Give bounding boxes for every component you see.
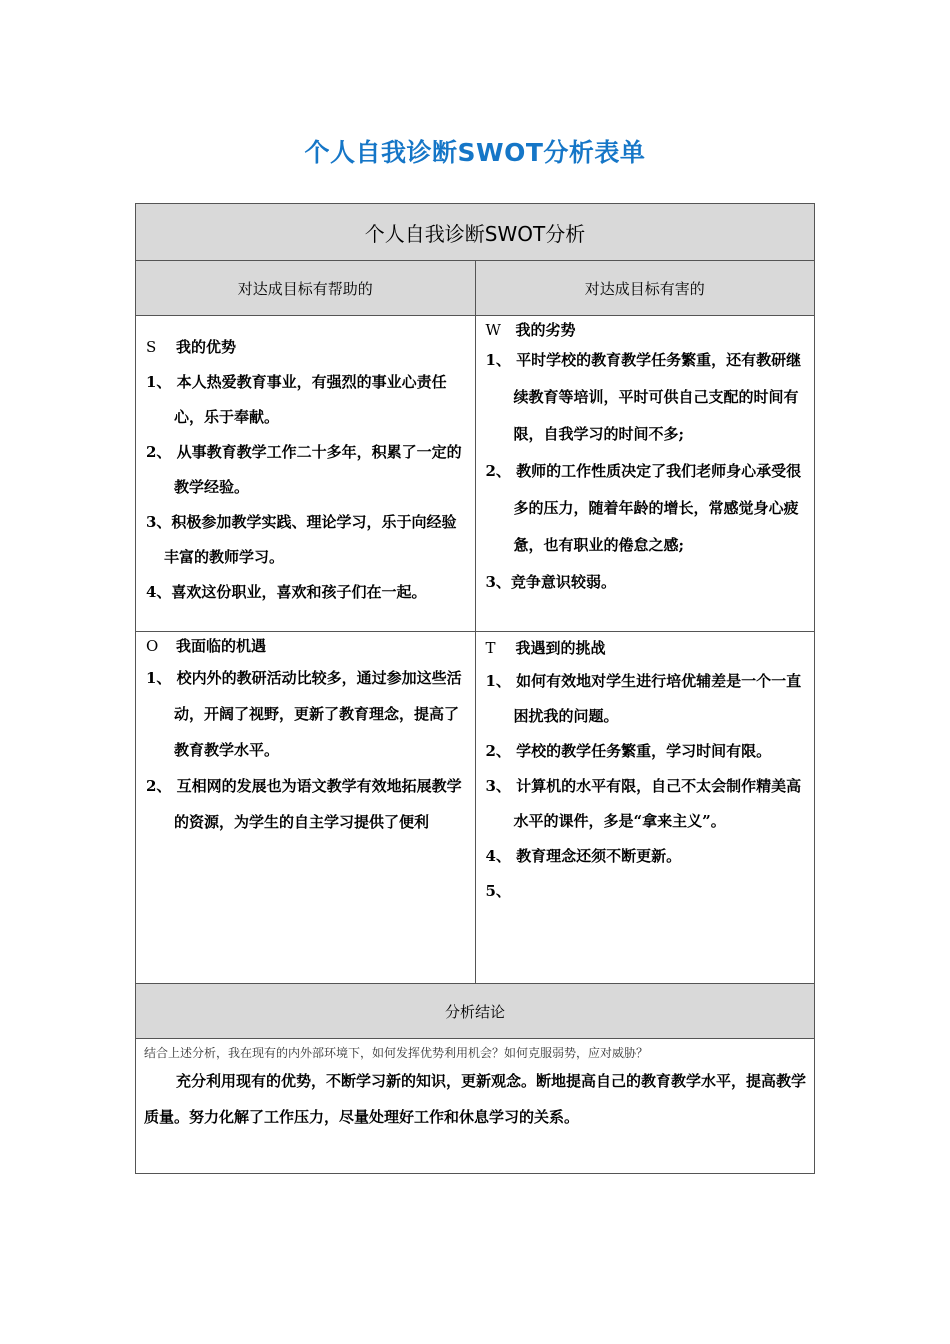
weakness-item: 2、 教师的工作性质决定了我们老师身心承受很多的压力，随着年龄的增长，常感觉身心疲惫，也有职业的倦怠之感; [485,462,802,554]
threats-heading [486,632,809,664]
conclusion-header: 分析结论 [136,984,815,1039]
opportunity-item: 1、 校内外的教研活动比较多，通过参加这些活动，开阔了视野，更新了教育理念，提高了教育教学水平。 [146,669,462,759]
strength-item: 1、 本人热爱教育事业，有强烈的事业心责任心，乐于奉献。 [146,373,447,426]
opportunities-title: 我面临的机遇 [176,637,267,655]
weakness-item: 3、竞争意识较弱。 [485,573,616,591]
threat-item: 3、 计算机的水平有限，自己不太会制作精美高水平的课件，多是“拿来主义”。 [485,777,802,830]
conclusion-question: 结合上述分析，我在现有的内外部环境下，如何发挥优势利用机会？如何克服弱势，应对威胁？ [144,1046,649,1060]
header-harmful: 对达成目标有害的 [475,261,815,316]
strengths-heading [146,316,469,365]
threats-cell [475,632,815,984]
strength-item: 3、积极参加教学实践、理论学习，乐于向经验丰富的教师学习。 [146,513,457,566]
swot-table [135,203,815,1174]
strengths-letter: S [146,338,157,356]
weaknesses-cell [475,316,815,632]
table-title: 个人自我诊断SWOT分析 [136,204,815,261]
strengths-cell [136,316,476,632]
opportunities-letter: O [146,637,159,655]
threats-letter: T [485,639,496,657]
conclusion-cell [136,1039,815,1174]
opportunity-item: 2、 互相网的发展也为语文教学有效地拓展教学的资源，为学生的自主学习提供了便利 [146,777,462,831]
weakness-item: 1、 平时学校的教育教学任务繁重，还有教研继续教育等培训，平时可供自己支配的时间有限，自我学习的时间不多; [485,351,802,443]
document-title: 个人自我诊断SWOT分析表单 [304,138,646,167]
weaknesses-letter: W [485,321,501,339]
threat-item: 1、 如何有效地对学生进行培优辅差是一个一直困扰我的问题。 [485,672,802,725]
threat-item: 5、 [485,882,511,900]
header-helpful: 对达成目标有帮助的 [136,261,476,316]
opportunities-heading [146,632,469,660]
conclusion-answer: 充分利用现有的优势，不断学习新的知识，更新观念。断地提高自己的教育教学水平，提高教学质量。努力化解了工作压力，尽量处理好工作和休息学习的关系。 [144,1072,807,1126]
strength-item: 4、喜欢这份职业，喜欢和孩子们在一起。 [146,583,427,601]
threats-title: 我遇到的挑战 [515,639,606,657]
strength-item: 2、 从事教育教学工作二十多年，积累了一定的教学经验。 [146,443,462,496]
weaknesses-heading [486,316,809,342]
threat-item: 4、 教育理念还须不断更新。 [485,847,682,865]
opportunities-cell [136,632,476,984]
strengths-title: 我的优势 [176,338,237,356]
weaknesses-title: 我的劣势 [515,321,576,339]
threat-item: 2、 学校的教学任务繁重，学习时间有限。 [485,742,772,760]
